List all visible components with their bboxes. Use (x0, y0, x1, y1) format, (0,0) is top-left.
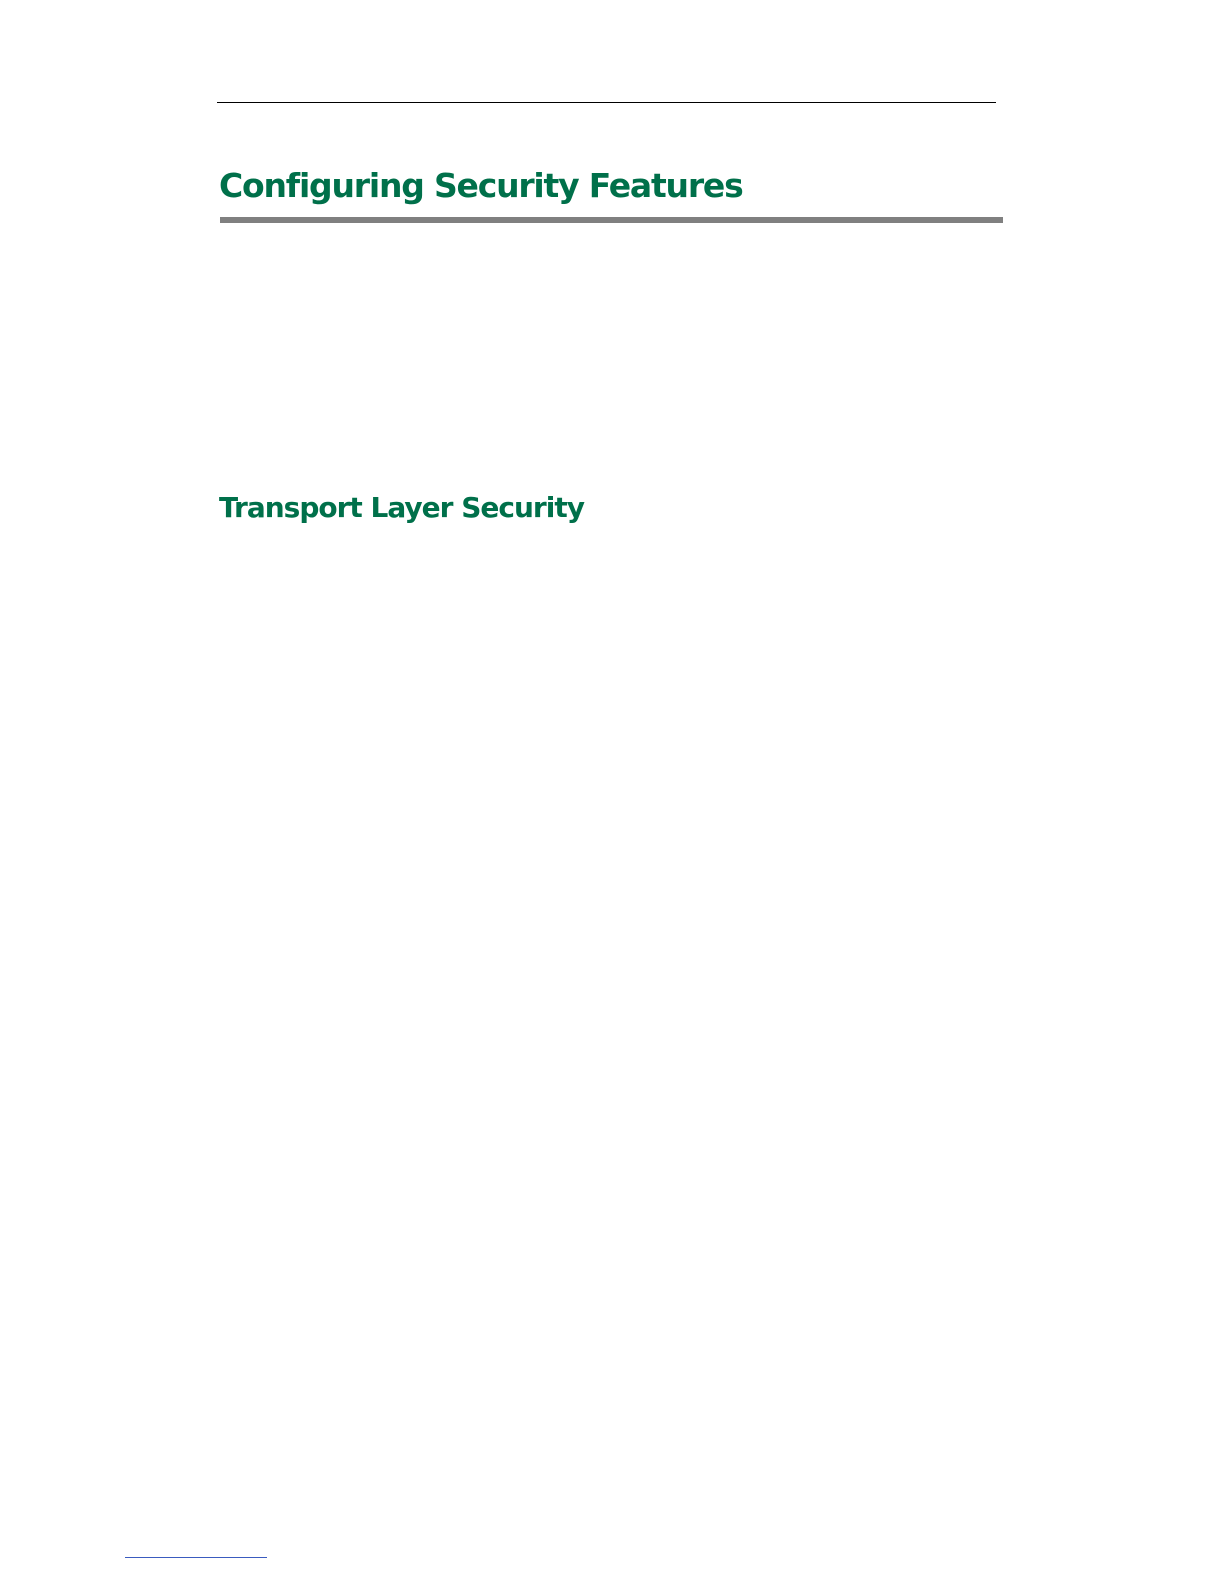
section-heading: Transport Layer Security (219, 491, 584, 524)
page-header-rule (217, 102, 996, 103)
chapter-title-underline (220, 217, 1003, 223)
footnote-rule (125, 1557, 267, 1558)
chapter-title: Configuring Security Features (219, 166, 743, 205)
